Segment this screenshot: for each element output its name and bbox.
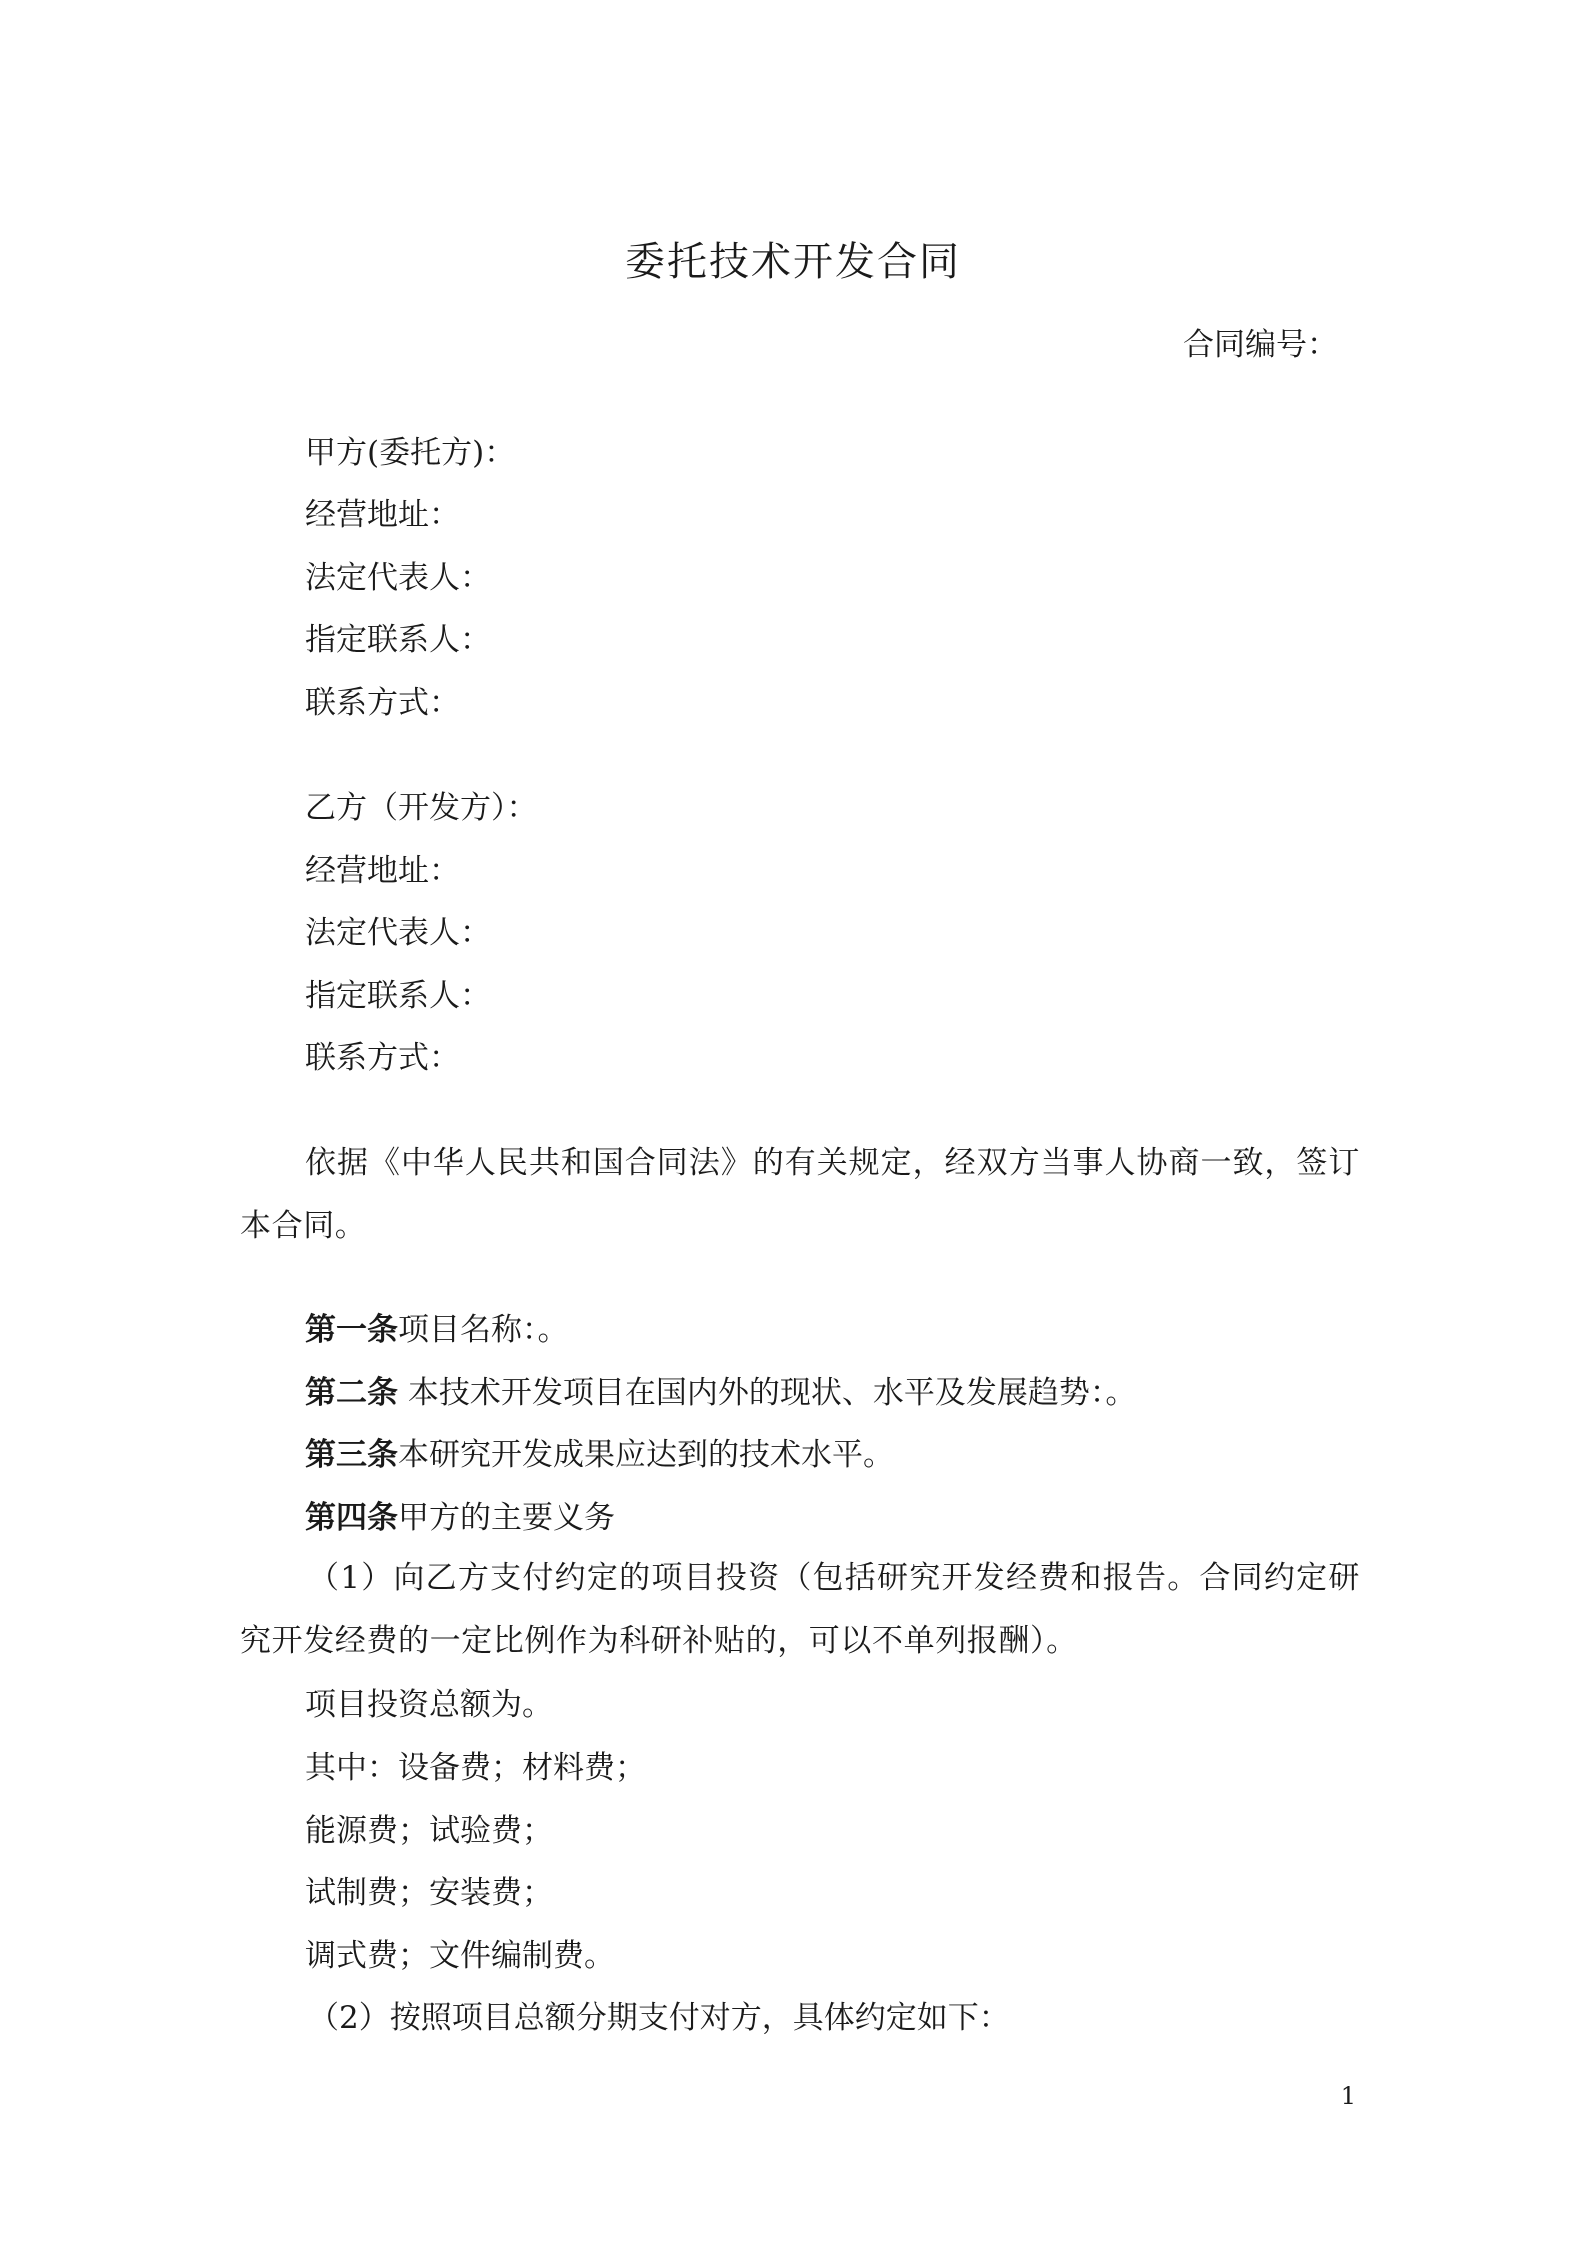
article-2-label: 第二条 [305,1375,398,1411]
article-2 [305,1368,1136,1418]
fees-line-2: 能源费；试验费； [305,1813,553,1849]
obligation-item-1: （1）向乙方支付约定的项目投资（包括研究开发经费和报告。合同约定研究开发经费的一定比例作为科研补贴的，可以不单列报酬）。 [240,1560,1360,1659]
party-a-address: 经营地址： [305,497,460,533]
fees-line-4: 调式费；文件编制费。 [305,1938,615,1974]
article-3 [305,1430,894,1480]
article-1 [305,1305,569,1355]
article-3-label: 第三条 [305,1437,398,1473]
party-b-contact-person: 指定联系人： [305,978,491,1014]
obligation-item-2: （2）按照项目总额分期支付对方，具体约定如下： [308,2000,1010,2036]
article-2-text: 本技术开发项目在国内外的现状、水平及发展趋势：。 [398,1375,1137,1411]
preamble-paragraph: 依据《中华人民共和国合同法》的有关规定，经双方当事人协商一致，签订本合同。 [240,1145,1360,1244]
contract-number-label: 合同编号： [1183,327,1338,363]
article-4-text: 甲方的主要义务 [398,1500,615,1536]
document-title: 委托技术开发合同 [625,239,961,285]
party-b-header: 乙方（开发方）： [305,790,538,826]
party-a-legal-rep: 法定代表人： [305,560,491,596]
party-a-contact-person: 指定联系人： [305,622,491,658]
party-b-contact-method: 联系方式： [305,1040,460,1076]
article-1-label: 第一条 [305,1312,398,1348]
project-total: 项目投资总额为。 [305,1687,553,1723]
party-b-address: 经营地址： [305,853,460,889]
fees-line-3: 试制费；安装费； [305,1875,553,1911]
article-1-text: 项目名称：。 [398,1312,569,1348]
article-4-label: 第四条 [305,1500,398,1536]
fees-line-1: 其中：设备费；材料费； [305,1750,646,1786]
article-3-text: 本研究开发成果应达到的技术水平。 [398,1437,894,1473]
party-a-header: 甲方(委托方)： [305,435,516,471]
party-a-contact-method: 联系方式： [305,685,460,721]
party-b-legal-rep: 法定代表人： [305,915,491,951]
page-number: 1 [1340,2082,1356,2110]
article-4 [305,1493,615,1543]
